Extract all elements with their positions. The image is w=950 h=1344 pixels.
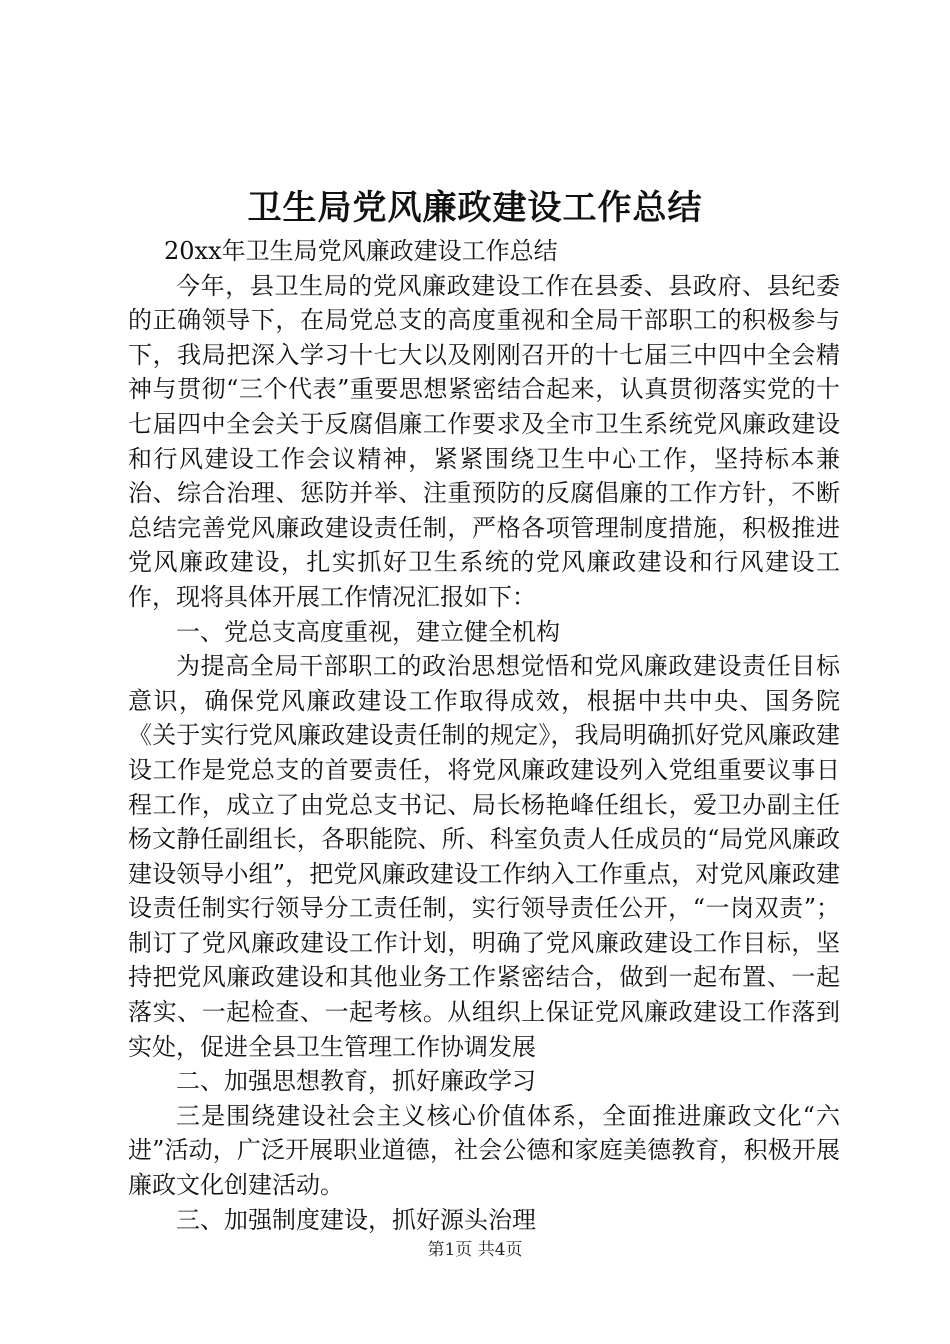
body-paragraph: 今年，县卫生局的党风廉政建设工作在县委、县政府、县纪委的正确领导下，在局党总支的高度重视和全局干部职工的积极参与下，我局把深入学习十七大以及刚刚召开的十七届三中四中全会精神与贯彻“三个代表”重要思想紧密结合起来，认真贯彻落实党的十七届四中全会关于反腐倡廉工作要求及全市卫生系统党风廉政建设和行风建设工作会议精神，紧紧围绕卫生中心工作，坚持标本兼治、综合治理、惩防并举、注重预防的反腐倡廉的工作方针，不断总结完善党风廉政建设责任制，严格各项管理制度措施，积极推进党风廉政建设，扎实抓好卫生系统的党风廉政建设和行风建设工作，现将具体开展工作情况汇报如下：	[128, 271, 840, 611]
subtitle-paragraph: 20xx年卫生局党风廉政建设工作总结	[164, 237, 558, 265]
page-footer: 第1页 共4页	[427, 1240, 523, 1260]
document-title: 卫生局党风廉政建设工作总结	[247, 188, 703, 228]
body-paragraph: 三是围绕建设社会主义核心价值体系，全面推进廉政文化“六进”活动，广泛开展职业道德，社会公德和家庭美德教育，积极开展廉政文化创建活动。	[128, 1101, 840, 1200]
section-heading: 三、加强制度建设，抓好源头治理	[176, 1205, 536, 1234]
body-paragraph: 为提高全局干部职工的政治思想觉悟和党风廉政建设责任目标意识，确保党风廉政建设工作取得成效，根据中共中央、国务院《关于实行党风廉政建设责任制的规定》，我局明确抓好党风廉政建设工作是党总支的首要责任，将党风廉政建设列入党组重要议事日程工作，成立了由党总支书记、局长杨艳峰任组长，爱卫办副主任杨文静任副组长，各职能院、所、科室负责人任成员的“局党风廉政建设领导小组”，把党风廉政建设工作纳入工作重点，对党风廉政建设责任制实行领导分工责任制，实行领导责任公开，“一岗双责”；制订了党风廉政建设工作计划，明确了党风廉政建设工作目标，坚持把党风廉政建设和其他业务工作紧密结合，做到一起布置、一起落实、一起检查、一起考核。从组织上保证党风廉政建设工作落到实处，促进全县卫生管理工作协调发展	[128, 652, 840, 1061]
document-body	[128, 234, 840, 1237]
section-heading: 二、加强思想教育，抓好廉政学习	[176, 1067, 536, 1096]
section-heading: 一、党总支高度重视，建立健全机构	[176, 617, 560, 646]
